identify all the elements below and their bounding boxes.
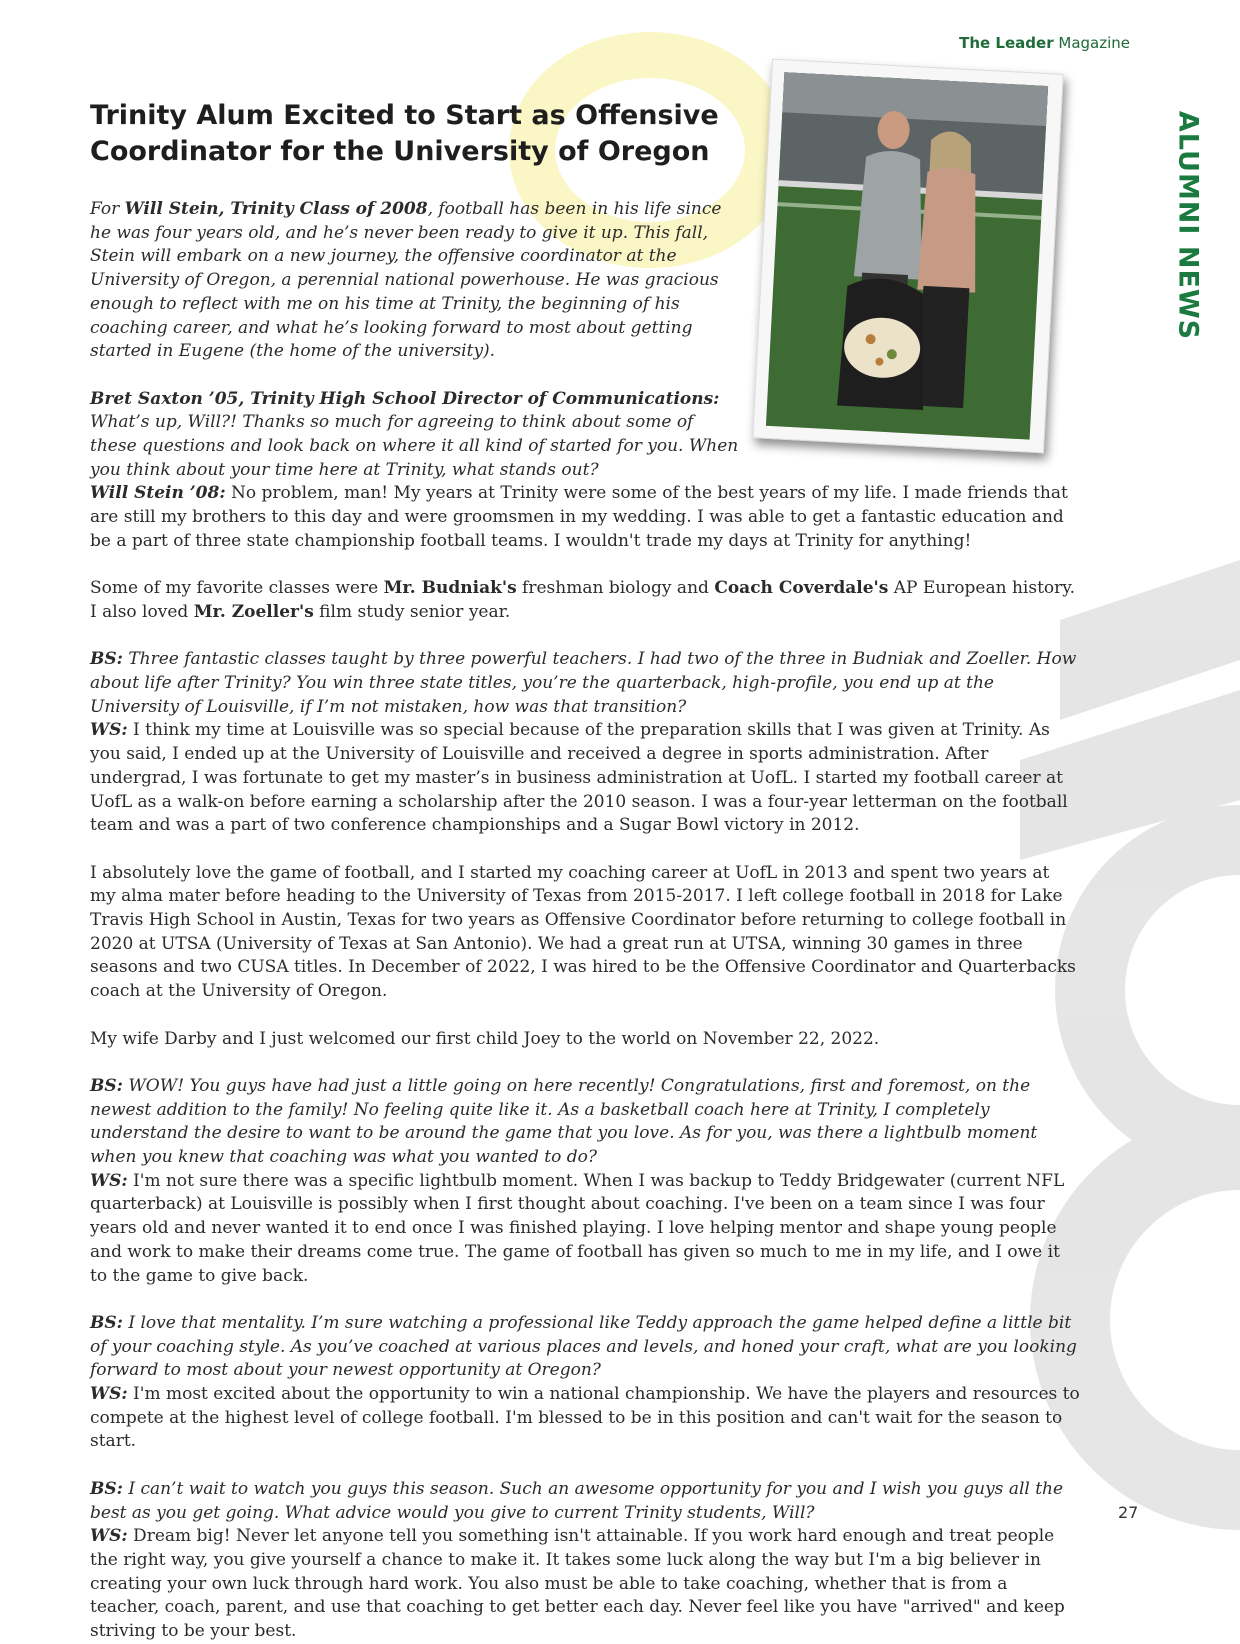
question-text: Three fantastic classes taught by three powerful teachers. I had two of the three in Budniak and Zoeller. How about life after Trinity? You win three state titles, you’re the quarterback, high-profile, you end up at the University of Louisville, if I’m not mistaken, how was that transition? bbox=[90, 649, 1077, 717]
answer-1 bbox=[90, 482, 1080, 553]
answer-text: Dream big! Never let anyone tell you something isn't attainable. If you work hard enough and treat people the right way, you give yourself a chance to make it. It takes some luck along the way but I'm a big believer in creating your own luck through hard work. You also must be able to take coaching, whether that is from a teacher, coach, parent, and use that coaching to get better each day. Never feel like you have "arrived" and keep striving to be your best. bbox=[90, 1526, 1065, 1642]
answer-4 bbox=[90, 1383, 1080, 1454]
question-text: WOW! You guys have had just a little going on here recently! Congratulations, first and foremost, on the newest addition to the family! No feeling quite like it. As a basketball coach here at Trinity, I completely understand the desire to want to be around the game that you love. As for you, was there a lightbulb moment when you knew that coaching was what you wanted to do? bbox=[90, 1075, 1038, 1168]
question-2 bbox=[90, 648, 1080, 719]
speaker-label: BS: bbox=[90, 1075, 123, 1096]
intro-pre: For bbox=[90, 199, 125, 219]
answer-5 bbox=[90, 1525, 1080, 1644]
speaker-label: Bret Saxton ’05, Trinity High School Director of Communications: bbox=[90, 388, 720, 409]
speaker-label: BS: bbox=[90, 1312, 123, 1333]
speaker-label: Will Stein ’08: bbox=[90, 483, 226, 504]
answer-text: I think my time at Louisville was so special because of the preparation skills that I was given at Trinity. As you said, I ended up at the University of Louisville and received a degree in sports administration. After undergrad, I was fortunate to get my master’s in business administration at UofL. I started my football career at UofL as a walk-on before earning a scholarship after the 2010 season. I was a four-year letterman on the football team and was a part of two conference championships and a Sugar Bowl victory in 2012. bbox=[90, 720, 1068, 836]
article-headline: Trinity Alum Excited to Start as Offensive Coordinator for the University of Oregon bbox=[90, 100, 719, 167]
text-span: film study senior year. bbox=[313, 601, 511, 622]
intro-post: , football has been in his life since he was four years old, and he’s never been ready to give it up. This fall, Stein will embark on a new journey, the offensive coordinator at the University of Oregon, a perennial national powerhouse. He was gracious enough to reflect with me on his time at Trinity, the beginning of his coaching career, and what he’s looking forward to most about getting started in Eugene (the home of the university). bbox=[90, 199, 722, 362]
masthead-suffix: Magazine bbox=[1058, 34, 1130, 52]
question-text: What’s up, Will?! Thanks so much for agreeing to think about some of these questions and look back on where it all kind of started for you. When you think about your time here at Trinity, what stands out? bbox=[90, 412, 739, 480]
family-paragraph: My wife Darby and I just welcomed our first child Joey to the world on November 22, 2022. bbox=[90, 1028, 880, 1049]
question-5 bbox=[90, 1478, 1080, 1525]
question-3 bbox=[90, 1075, 1080, 1170]
text-span: Some of my favorite classes were bbox=[90, 578, 384, 599]
answer-2 bbox=[90, 719, 1080, 838]
speaker-label: WS: bbox=[90, 1526, 128, 1547]
question-text: I can’t wait to watch you guys this season. Such an awesome opportunity for you and I wish you guys all the best as you get going. What advice would you give to current Trinity students, Will? bbox=[90, 1478, 1064, 1523]
speaker-label: BS: bbox=[90, 1478, 123, 1499]
speaker-label: BS: bbox=[90, 649, 123, 670]
masthead-brand: The Leader bbox=[959, 34, 1054, 52]
coaching-career-paragraph: I absolutely love the game of football, and I started my coaching career at UofL in 2013 and spent two years at my alma mater before heading to the University of Texas from 2015-2017. I left college football in 2018 for Lake Travis High School in Austin, Texas for two years as Offensive Coordinator before returning to college football in 2020 at UTSA (University of Texas at San Antonio). We had a great run at UTSA, winning 30 games in three seasons and two CUSA titles. In December of 2022, I was hired to be the Offensive Coordinator and Quarterbacks coach at the University of Oregon. bbox=[90, 862, 1076, 1002]
answer-text: I'm most excited about the opportunity to win a national championship. We have the players and resources to compete at the highest level of college football. I'm blessed to be in this position and can't wait for the season to start. bbox=[90, 1384, 1080, 1452]
favorite-classes-paragraph bbox=[90, 577, 1080, 624]
teacher-name: Mr. Budniak's bbox=[383, 578, 517, 599]
article-body bbox=[90, 198, 1080, 1644]
question-text: I love that mentality. I’m sure watching a professional like Teddy approach the game helped define a little bit of your coaching style. As you’ve coached at various places and levels, and honed your craft, what are you looking forward to most about your newest opportunity at Oregon? bbox=[90, 1312, 1077, 1381]
section-label: ALUMNI NEWS bbox=[1172, 110, 1204, 341]
question-4 bbox=[90, 1312, 1080, 1383]
question-1 bbox=[90, 388, 740, 483]
speaker-label: WS: bbox=[90, 1384, 128, 1405]
magazine-masthead bbox=[959, 34, 1130, 52]
answer-text: I'm not sure there was a specific lightbulb moment. When I was backup to Teddy Bridgewater (current NFL quarterback) at Louisville is possibly when I first thought about coaching. I've been on a team since I was four years old and never wanted it to end once I was finished playing. I love helping mentor and shape young people and work to make their dreams come true. The game of football has given so much to me in my life, and I owe it to the game to give back. bbox=[90, 1170, 1065, 1286]
text-span: AP European history. I also loved bbox=[90, 578, 1076, 622]
answer-3 bbox=[90, 1170, 1080, 1289]
teacher-name: Mr. Zoeller's bbox=[193, 601, 314, 622]
intro-paragraph bbox=[90, 198, 740, 364]
teacher-name: Coach Coverdale's bbox=[714, 578, 889, 599]
speaker-label: WS: bbox=[90, 720, 128, 741]
answer-text: No problem, man! My years at Trinity were some of the best years of my life. I made friends that are still my brothers to this day and were groomsmen in my wedding. I was able to get a fantastic education and be a part of three state championship football teams. I wouldn't trade my days at Trinity for anything! bbox=[90, 483, 1068, 551]
intro-bold-name: Will Stein, Trinity Class of 2008 bbox=[124, 199, 428, 219]
text-span: freshman biology and bbox=[516, 578, 715, 599]
speaker-label: WS: bbox=[90, 1170, 128, 1191]
page-number: 27 bbox=[1118, 1503, 1139, 1522]
